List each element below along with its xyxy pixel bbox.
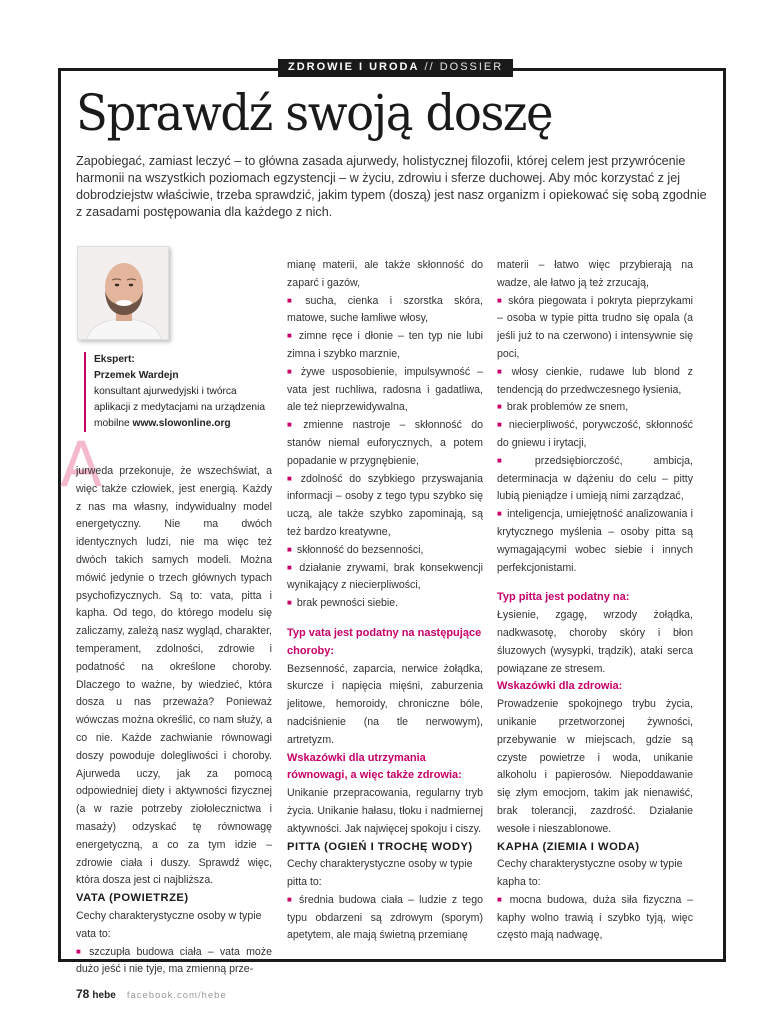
vata-continuation: mianę materii, ale także skłonność do zaparć i gazów, (287, 259, 483, 289)
expert-photo (77, 246, 169, 340)
kapha-bullet: ■ mocna budowa, duża siła fizyczna – kaphy wolno trawią i szybko tyją, więc często mają nadwagę, (497, 892, 693, 945)
section-separator: // (424, 61, 435, 73)
pitta-bullet: ■ włosy cienkie, rudawe lub blond z tendencją do przedwczesnego łysienia, (497, 364, 693, 400)
vata-bullet: ■ działanie zrywami, brak konsekwencji wynikający z niecierpliwości, (287, 560, 483, 596)
pitta-bullet: ■ inteligencja, umiejętność analizowania i krytycznego myślenia – osoby pitta są wymagającymi wobec siebie i innych perfekcjonistami. (497, 506, 693, 577)
vata-diseases-heading: Typ vata jest podatny na następujące choroby: (287, 626, 482, 657)
vata-bullet: ■ szczupła budowa ciała – vata może dużo jeść i nie tyje, ma zmienną prze- (76, 944, 272, 980)
vata-bullet: ■ żywe usposobienie, impulsywność – vata jest ruchliwa, radosna i gadatliwa, ale też nieprzewidywalna, (287, 364, 483, 417)
expert-label: Ekspert: (94, 354, 135, 365)
expert-description: konsultant ajurwedyjski i twórca aplikacji z medytacjami na urządzenia mobilne (94, 386, 266, 429)
page-footer (76, 987, 227, 1001)
vata-bullet: ■ skłonność do bezsenności, (287, 542, 483, 560)
expert-portrait-image (78, 247, 169, 340)
vata-bullet: ■ brak pewności siebie. (287, 595, 483, 613)
pitta-bullet: ■ średnia budowa ciała – ludzie z tego typu obdarzeni są zdrowym (sporym) apetytem, ale mają świetną przemianę (287, 892, 483, 945)
article-title: Sprawdź swoją doszę (76, 84, 553, 142)
column-2 (287, 257, 483, 945)
pitta-bullet: ■ przedsiębiorczość, ambicja, determinacja w dążeniu do celu – pitty lubią pieniądze i umieją nimi zarządzać, (497, 453, 693, 506)
facebook-link[interactable]: facebook.com/hebe (126, 990, 227, 1001)
expert-website-link[interactable]: www.slowonline.org (132, 418, 231, 429)
column-1 (76, 463, 272, 979)
section-name: ZDROWIE I URODA (288, 61, 420, 73)
brand-name: hebe (92, 990, 116, 1001)
vata-bullet: ■ zimne ręce i dłonie – ten typ nie lubi zimna i szybko marznie, (287, 328, 483, 364)
drop-cap: A (60, 428, 103, 501)
subsection-name: DOSSIER (439, 61, 504, 73)
pitta-tips-heading: Wskazówki dla zdrowia: (497, 680, 623, 693)
pitta-heading: PITTA (OGIEŃ I TROCHĘ WODY) (287, 840, 473, 853)
page-number: 78 (76, 987, 90, 1001)
section-label (278, 59, 513, 77)
vata-bullet: ■ zmienne nastroje – skłonność do stanów niemal euforycznych, a potem popadanie w przygnębienie, (287, 417, 483, 470)
expert-box (84, 352, 274, 432)
vata-tips-heading: Wskazówki dla utrzymania równowagi, a więc także zdrowia: (287, 751, 462, 782)
vata-tips-text: Unikanie przepracowania, regularny tryb życia. Unikanie hałasu, tłoku i nadmiernej aktywności. Jak najwięcej spokoju i ciszy. (287, 787, 483, 835)
pitta-diseases-text: Łysienie, zgagę, wrzody żołądka, nadkwasotę, choroby skóry i błon śluzowych (wysypki, trądzik), ataki serca powiązane ze stresem. (497, 609, 693, 675)
pitta-diseases-heading: Typ pitta jest podatny na: (497, 591, 630, 604)
pitta-bullet: ■ niecierpliwość, porywczość, skłonność do gniewu i irytacji, (497, 417, 693, 453)
vata-bullet: ■ zdolność do szybkiego przyswajania informacji – osoby z tego typu szybko się uczą, ale także szybko zapominają, są też bardzo kreatywne, (287, 471, 483, 542)
column-3 (497, 257, 693, 945)
article-lead: Zapobiegać, zamiast leczyć – to główna zasada ajurwedy, holistycznej filozofii, której celem jest przywrócenie harmonii na wszystkich poziomach egzystencji – w życiu, zdrowiu i sferze duchowej. Aby móc korzystać z jej dobrodziejstw właściwie, trzeba sprawdzić, jakim typem (doszą) jest nasz organizm i opiekować się sobą zgodnie z zasadami postępowania dla każdego z nich. (76, 154, 707, 219)
pitta-intro: Cechy charakterystyczne osoby w typie pitta to: (287, 858, 473, 889)
expert-name: Przemek Wardejn (94, 370, 179, 381)
intro-paragraph: jurweda przekonuje, że wszechświat, a więc także człowiek, jest energią. Każdy z nas ma własny, indywidualny model energetyczny. Nie ma dwóch identycznych ludzi, nie ma więc też dwóch takich samych modeli. Można mówić jedynie o trzech głównych typach psychofizycznych. Są to: vata, pitta i kapha. Od tego, do którego modelu się zaliczamy, zależą nasz wygląd, charakter, temperament, zdolności, zdrowie i podatność na określone choroby. Dlaczego to ważne, by wiedzieć, która dosza u nas przeważa? Ponieważ wówczas można określić, co nam służy, a co nie. Każde zachwianie równowagi doszy powoduje dolegliwości i choroby. Ajurweda uczy, jak za pomocą odpowiedniej diety i aktywności fizycznej (a w razie potrzeby ziołolecznictwa i masaży) odzyskać tę równowagę energetyczną, a co za tym idzie – zdrowie ciała i duszy. Sprawdź więc, która dosza jest ci najbliższa. (76, 465, 272, 887)
vata-bullet: ■ sucha, cienka i szorstka skóra, matowe, suche łamliwe włosy, (287, 293, 483, 329)
kapha-intro: Cechy charakterystyczne osoby w typie kapha to: (497, 858, 683, 889)
pitta-bullet: ■ brak problemów ze snem, (497, 399, 693, 417)
vata-diseases-text: Bezsenność, zaparcia, nerwice żołądka, skurcze i napięcia mięśni, zaburzenia jelitowe, hemoroidy, chroniczne bóle, nadciśnienie (na tle nerwowym), artretyzm. (287, 662, 483, 746)
pitta-tips-text: Prowadzenie spokojnego trybu życia, unikanie przetworzonej żywności, przebywanie w miejscach, gdzie są czyste powietrze i woda, unikanie alkoholu i papierosów. Niepoddawanie się złym emocjom, takim jak nienawiść, brak tolerancji, zazdrość. Działanie wesołe i nieszablonowe. (497, 698, 693, 835)
kapha-heading: KAPHA (ZIEMIA I WODA) (497, 840, 640, 853)
pitta-continuation: materii – łatwo więc przybierają na wadze, ale łatwo ją też zrzucają, (497, 259, 693, 289)
vata-heading: VATA (POWIETRZE) (76, 892, 189, 905)
pitta-bullet: ■ skóra piegowata i pokryta pieprzykami – osoba w typie pitta trudno się opala (a jeśli już to na czerwono) i intensywnie się poci, (497, 293, 693, 364)
vata-intro: Cechy charakterystyczne osoby w typie vata to: (76, 909, 262, 940)
